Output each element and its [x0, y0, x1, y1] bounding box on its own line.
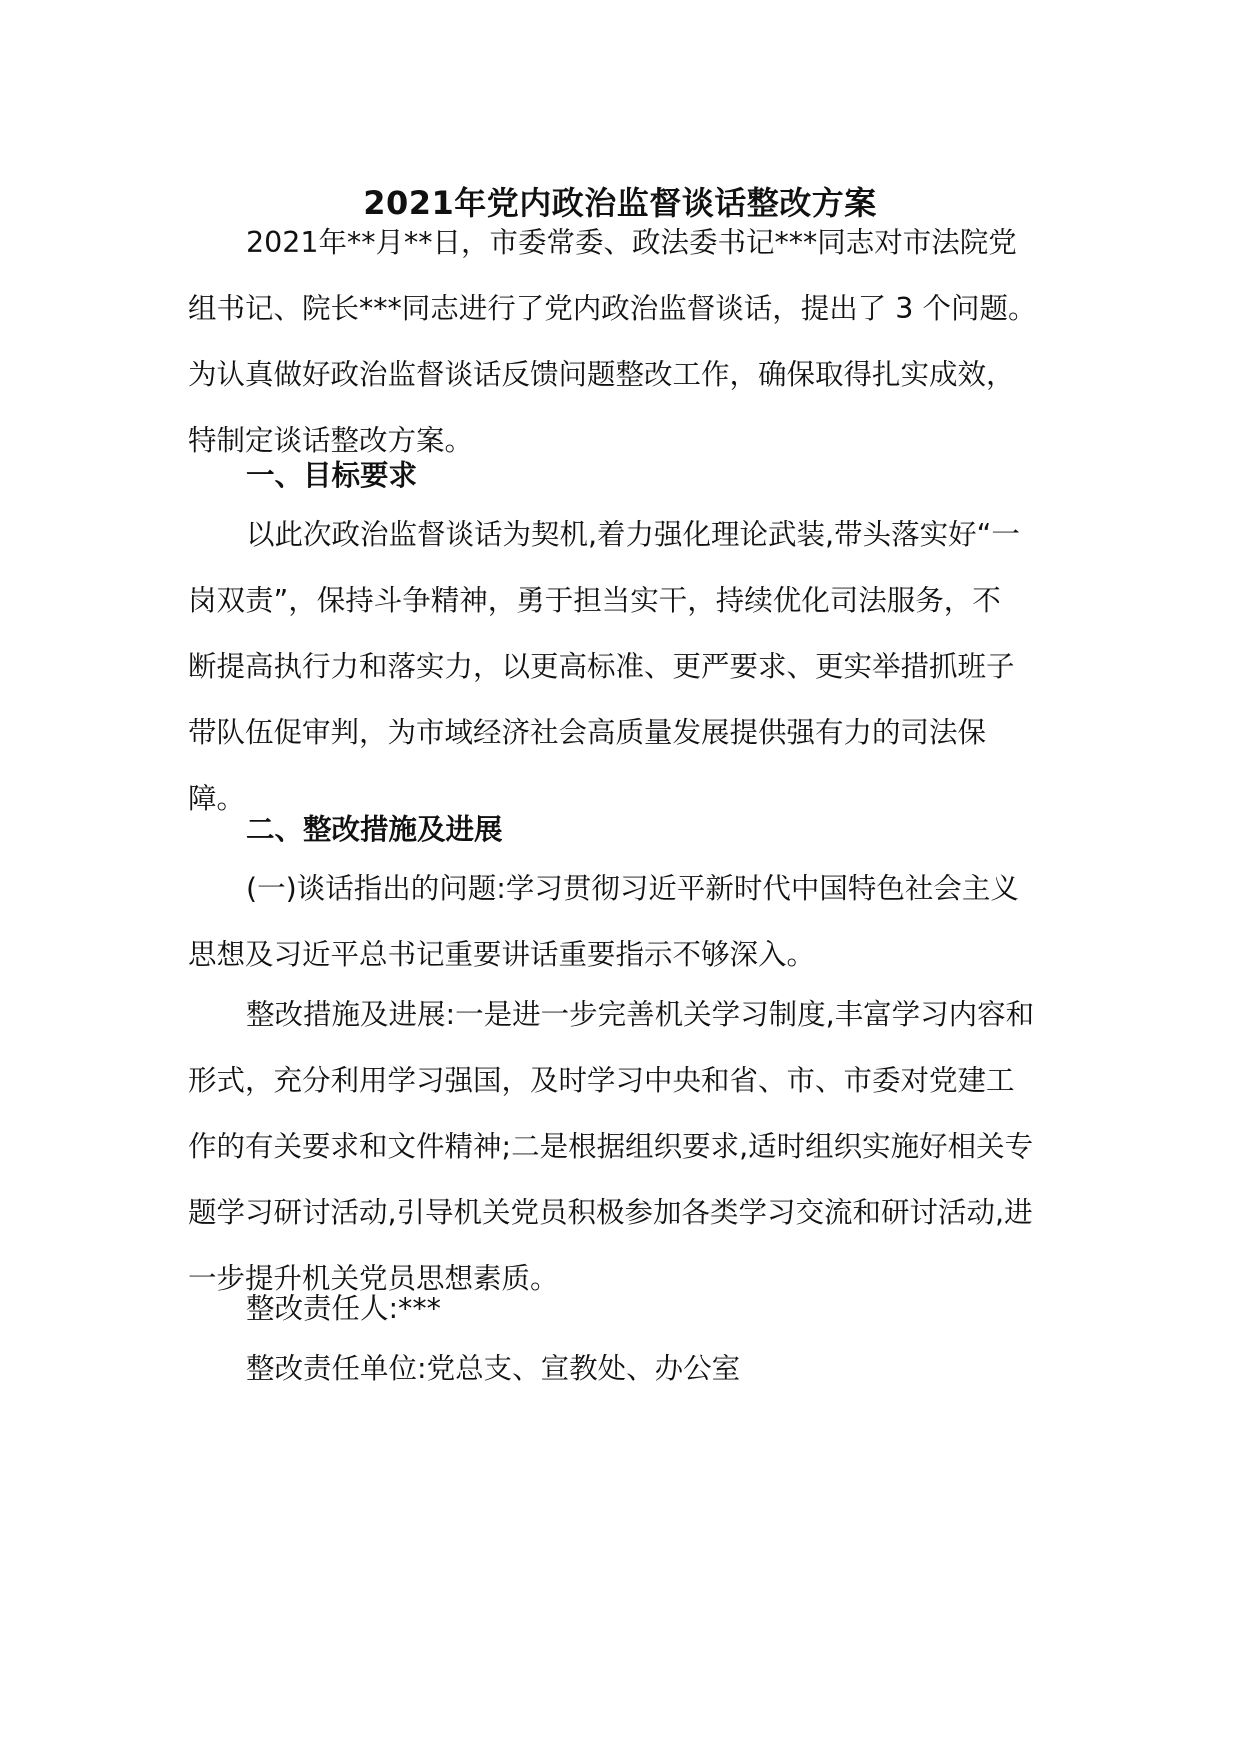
text-line: (一)谈话指出的问题:学习贯彻习近平新时代中国特色社会主义	[246, 872, 1019, 905]
text-line: 整改责任人:***	[246, 1292, 441, 1325]
section-heading-text: 一、目标要求	[246, 459, 418, 492]
text-line: 形式，充分利用学习强国，及时学习中央和省、市、市委对党建工	[188, 1064, 1015, 1097]
measures-paragraph	[188, 982, 1068, 1312]
text-line: 障。	[188, 782, 246, 815]
text-line: 带队伍促审判，为市域经济社会高质量发展提供强有力的司法保	[188, 716, 987, 749]
document-title: 2021年党内政治监督谈话整改方案	[363, 184, 877, 222]
text-line: 题学习研讨活动,引导机关党员积极参加各类学习交流和研讨活动,进	[188, 1196, 1033, 1229]
section-heading-1	[188, 443, 1068, 509]
text-line: 2021年**月**日，市委常委、政法委书记***同志对市法院党	[246, 226, 1017, 259]
text-line: 思想及习近平总书记重要讲话重要指示不够深入。	[188, 938, 816, 971]
problem-paragraph	[188, 856, 1068, 988]
responsible-person	[188, 1276, 1068, 1342]
text-line: 作的有关要求和文件精神;二是根据组织要求,适时组织实施好相关专	[188, 1130, 1034, 1163]
text-line: 断提高执行力和落实力，以更高标准、更严要求、更实举措抓班子	[188, 650, 1015, 683]
text-line: 为认真做好政治监督谈话反馈问题整改工作，确保取得扎实成效，	[188, 358, 1015, 391]
text-line: 岗双责”，保持斗争精神，勇于担当实干，持续优化司法服务，不	[188, 584, 1001, 617]
section-heading-text: 二、整改措施及进展	[246, 813, 503, 846]
text-line: 以此次政治监督谈话为契机,着力强化理论武装,带头落实好“一	[246, 518, 1020, 551]
goal-paragraph	[188, 502, 1068, 832]
text-line: 整改措施及进展:一是进一步完善机关学习制度,丰富学习内容和	[246, 998, 1035, 1031]
responsible-unit	[188, 1336, 1068, 1402]
text-line: 特制定谈话整改方案。	[188, 424, 474, 457]
text-line: 整改责任单位:党总支、宣教处、办公室	[246, 1352, 741, 1385]
section-heading-2	[188, 797, 1068, 863]
text-line: 一步提升机关党员思想素质。	[188, 1262, 559, 1295]
intro-paragraph	[188, 210, 1068, 474]
text-line: 组书记、院长***同志进行了党内政治监督谈话，提出了 3 个问题。	[188, 292, 1037, 325]
